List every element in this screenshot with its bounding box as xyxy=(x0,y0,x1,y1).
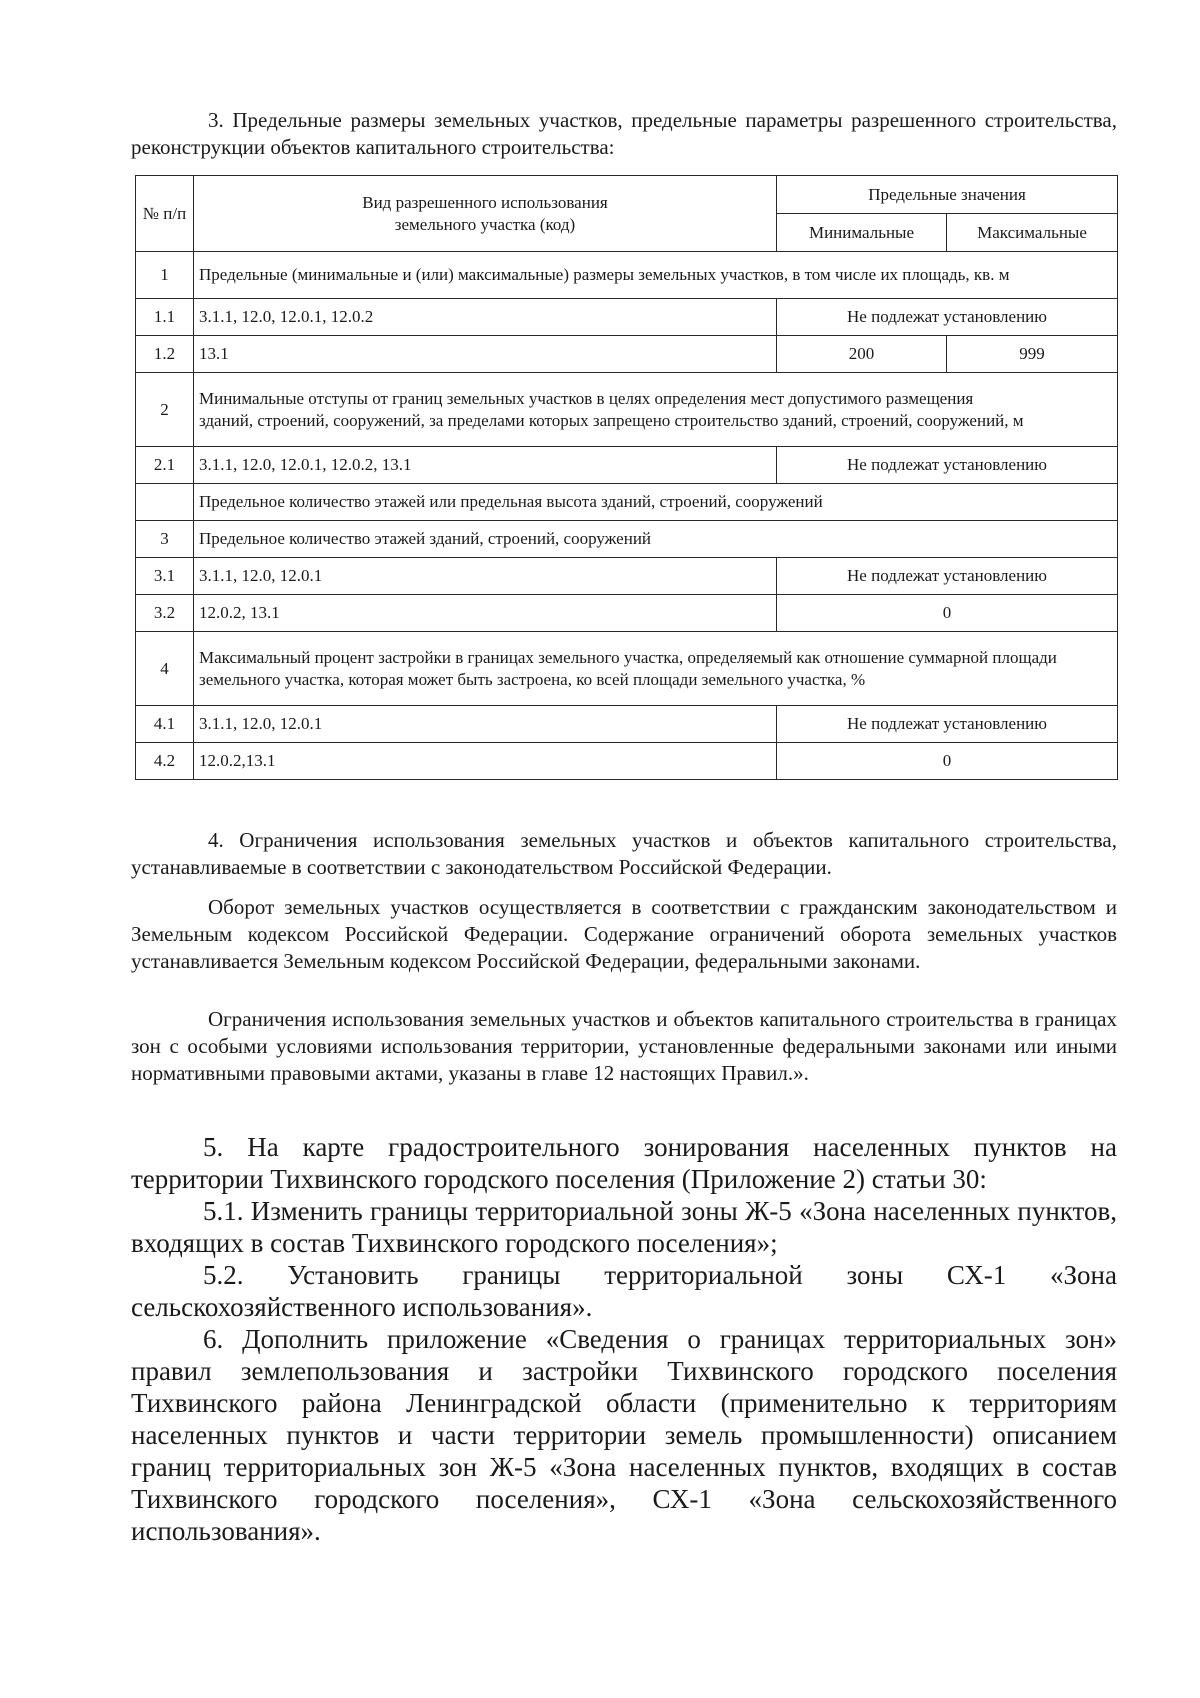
row-value: Не подлежат установлению xyxy=(777,447,1118,484)
row-num: 3.1 xyxy=(136,558,194,595)
table-row xyxy=(136,447,1118,484)
section-5-1-paragraph: 5.1. Изменить границы территориальной зоны Ж-5 «Зона населенных пунктов, входящих в состав Тихвинского городского поселения»; xyxy=(131,1196,1117,1258)
row-num: 2.1 xyxy=(136,447,194,484)
table-row xyxy=(136,336,1118,373)
header-max: Максимальные xyxy=(947,214,1118,252)
row-value: Не подлежат установлению xyxy=(777,706,1118,743)
table-row xyxy=(136,299,1118,336)
row-min: 200 xyxy=(777,336,947,373)
table-row xyxy=(136,595,1118,632)
row-code: 12.0.2, 13.1 xyxy=(194,595,777,632)
row-max: 999 xyxy=(947,336,1118,373)
section-3-heading: 3. Предельные размеры земельных участков, предельные параметры разрешенного строительства, реконструкции объектов капитального строительства: xyxy=(131,108,1117,159)
table-row xyxy=(136,743,1118,780)
table-row xyxy=(136,484,1118,521)
row-text: Предельные (минимальные и (или) максимальные) размеры земельных участков, в том числе их площадь, кв. м xyxy=(194,252,1118,299)
row-num: 1.2 xyxy=(136,336,194,373)
row-value: Не подлежат установлению xyxy=(777,299,1118,336)
row-value: 0 xyxy=(777,595,1118,632)
row-num: 4 xyxy=(136,632,194,706)
table-row xyxy=(136,252,1118,299)
section-6-paragraph: 6. Дополнить приложение «Сведения о границах территориальных зон» правил землепользования и застройки Тихвинского городского поселения Тихвинского района Ленинградской области (применительно к территориям населенных пунктов и части территории земель промышленности) описанием границ территориальных зон Ж-5 «Зона населенных пунктов, входящих в состав Тихвинского городского поселения», СХ-1 «Зона сельскохозяйственного использования». xyxy=(131,1324,1117,1546)
row-value: 0 xyxy=(777,743,1118,780)
row-num xyxy=(136,484,194,521)
header-min: Минимальные xyxy=(777,214,947,252)
row-text: Максимальный процент застройки в границах земельного участка, определяемый как отношение суммарной площади земельного участка, которая может быть застроена, ко всей площади земельного участка, % xyxy=(194,632,1118,706)
table-row xyxy=(136,373,1118,447)
limits-table xyxy=(135,175,1118,780)
row-value: Не подлежат установлению xyxy=(777,558,1118,595)
restrictions-paragraph: Ограничения использования земельных участков и объектов капитального строительства в границах зон с особыми условиями использования территории, установленные федеральными законами или иными нормативными правовыми актами, указаны в главе 12 настоящих Правил.». xyxy=(131,1007,1117,1085)
row-num: 4.2 xyxy=(136,743,194,780)
section-4-paragraph: 4. Ограничения использования земельных участков и объектов капитального строительства, устанавливаемые в соответствии с законодательством Российской Федерации. xyxy=(131,828,1117,879)
table-row xyxy=(136,632,1118,706)
row-text: Предельное количество этажей или предельная высота зданий, строений, сооружений xyxy=(194,484,1118,521)
row-num: 3 xyxy=(136,521,194,558)
header-limits: Предельные значения xyxy=(777,176,1118,214)
header-num: № п/п xyxy=(136,176,194,252)
table-header-row xyxy=(136,176,1118,214)
row-code: 3.1.1, 12.0, 12.0.1 xyxy=(194,558,777,595)
row-num: 4.1 xyxy=(136,706,194,743)
row-num: 1 xyxy=(136,252,194,299)
table-row xyxy=(136,521,1118,558)
section-5-paragraph: 5. На карте градостроительного зонирования населенных пунктов на территории Тихвинского городского поселения (Приложение 2) статьи 30: xyxy=(131,1132,1117,1194)
row-num: 3.2 xyxy=(136,595,194,632)
row-num: 1.1 xyxy=(136,299,194,336)
row-code: 3.1.1, 12.0, 12.0.1, 12.0.2, 13.1 xyxy=(194,447,777,484)
section-5-2-paragraph: 5.2. Установить границы территориальной зоны СХ-1 «Зона сельскохозяйственного использования». xyxy=(131,1260,1117,1322)
row-text: Минимальные отступы от границ земельных участков в целях определения мест допустимого размещения зданий, строений, сооружений, за пределами которых запрещено строительство зданий, строений, сооружений, м xyxy=(194,373,1118,447)
row-code: 3.1.1, 12.0, 12.0.1, 12.0.2 xyxy=(194,299,777,336)
header-use: Вид разрешенного использования земельного участка (код) xyxy=(194,176,777,252)
turnover-paragraph: Оборот земельных участков осуществляется в соответствии с гражданским законодательством и Земельным кодексом Российской Федерации. Содержание ограничений оборота земельных участков устанавливается Земельным кодексом Российской Федерации, федеральными законами. xyxy=(131,895,1117,973)
row-code: 13.1 xyxy=(194,336,777,373)
table-row xyxy=(136,706,1118,743)
row-code: 12.0.2,13.1 xyxy=(194,743,777,780)
row-num: 2 xyxy=(136,373,194,447)
table-row xyxy=(136,558,1118,595)
row-code: 3.1.1, 12.0, 12.0.1 xyxy=(194,706,777,743)
row-text: Предельное количество этажей зданий, строений, сооружений xyxy=(194,521,1118,558)
